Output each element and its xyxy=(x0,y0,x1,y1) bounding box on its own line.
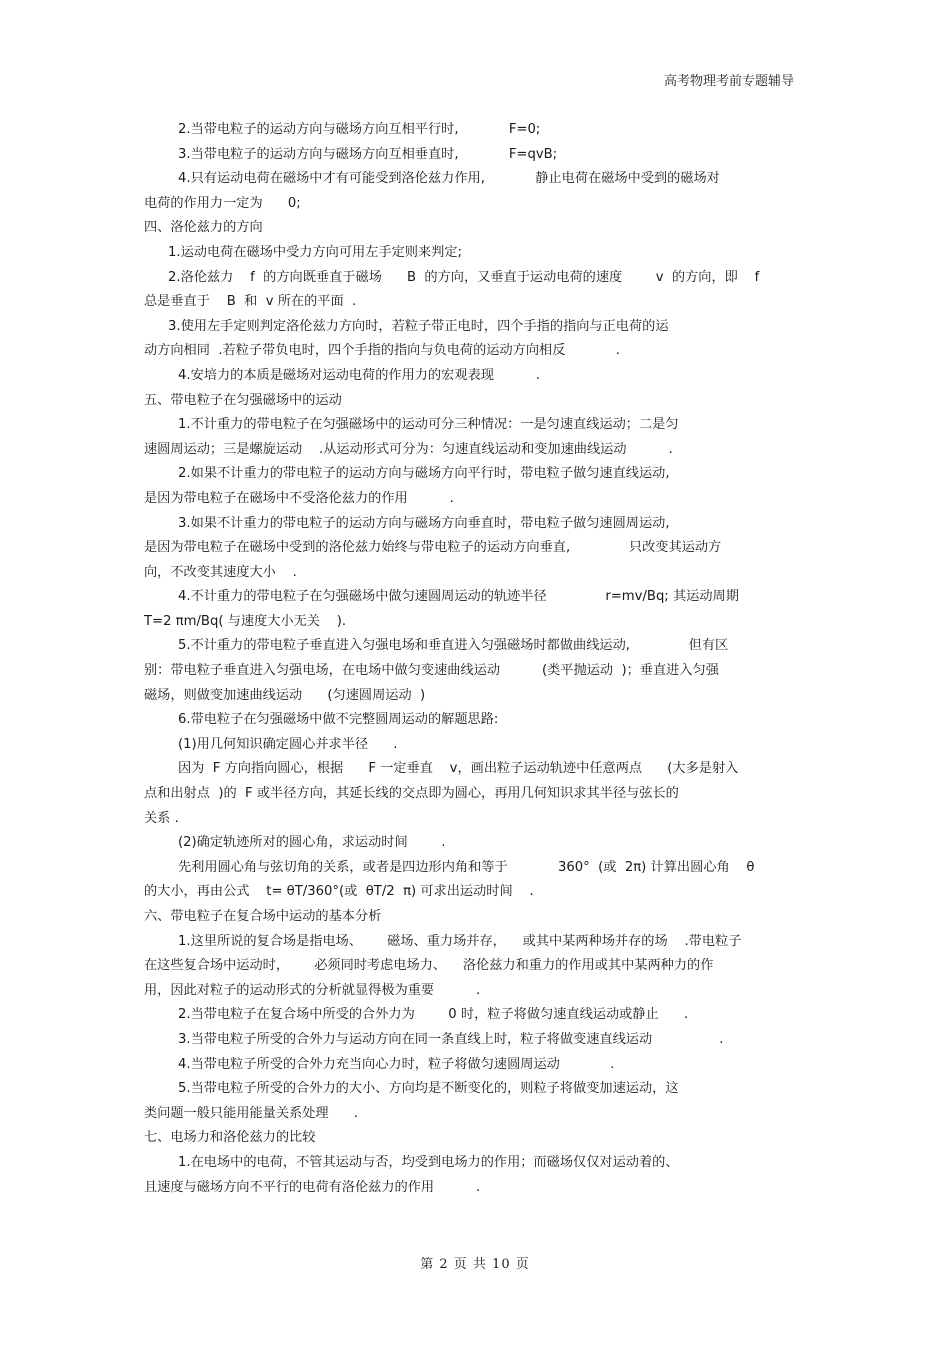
paragraph-line: 点和出射点 )的 F 或半径方向，其延长线的交点即为圆心，再用几何知识求其半径与弦长的 xyxy=(144,786,679,802)
paragraph-line: 2.如果不计重力的带电粒子的运动方向与磁场方向平行时，带电粒子做匀速直线运动, xyxy=(178,466,670,482)
paragraph-line: 4.不计重力的带电粒子在匀强磁场中做匀速圆周运动的轨迹半径 r=mv/Bq; 其运动周期 xyxy=(178,589,739,605)
paragraph-line: 4.安培力的本质是磁场对运动电荷的作用力的宏观表现 . xyxy=(178,367,541,383)
section-heading: 六、带电粒子在复合场中运动的基本分析 xyxy=(144,909,382,924)
paragraph-line: 5.不计重力的带电粒子垂直进入匀强电场和垂直进入匀强磁场时都做曲线运动, 但有区 xyxy=(178,638,729,654)
paragraph-line: 1.在电场中的电荷，不管其运动与否，均受到电场力的作用；而磁场仅仅对运动着的、 xyxy=(178,1154,679,1170)
paragraph-line: 4.只有运动电荷在磁场中才有可能受到洛伦兹力作用, 静止电荷在磁场中受到的磁场对 xyxy=(178,171,720,187)
page-header: 高考物理考前专题辅导 xyxy=(663,74,794,89)
paragraph-line: 用，因此对粒子的运动形式的分析就显得极为重要 . xyxy=(144,982,481,998)
paragraph-line: (1)用几何知识确定圆心并求半径 . xyxy=(178,736,398,752)
paragraph-line: 先利用圆心角与弦切角的关系，或者是四边形内角和等于 360° (或 2π) 计算出圆心角 θ xyxy=(178,859,755,875)
paragraph-line: 速圆周运动；三是螺旋运动 .从运动形式可分为：匀速直线运动和变加速曲线运动 . xyxy=(144,441,673,457)
paragraph-line: 5.当带电粒子所受的合外力的大小、方向均是不断变化的，则粒子将做变加速运动，这 xyxy=(178,1081,679,1097)
paragraph-line: 动方向相同 .若粒子带负电时，四个手指的指向与负电荷的运动方向相反 . xyxy=(144,343,620,359)
paragraph-line: 3.当带电粒子的运动方向与磁场方向互相垂直时, F=qvB; xyxy=(178,146,558,162)
paragraph-line: 3.使用左手定则判定洛伦兹力方向时，若粒子带正电时，四个手指的指向与正电荷的运 xyxy=(168,318,669,334)
paragraph-line: 1.这里所说的复合场是指电场、 磁场、重力场并存， 或其中某两种场并存的场 .带电粒子 xyxy=(178,933,742,949)
paragraph-line: 关系 . xyxy=(144,810,179,826)
paragraph-line: 是因为带电粒子在磁场中不受洛伦兹力的作用 . xyxy=(144,490,454,506)
paragraph-line: 别：带电粒子垂直进入匀强电场，在电场中做匀变速曲线运动 (类平抛运动 )；垂直进入匀强 xyxy=(144,663,719,679)
paragraph-line: 2.当带电粒子在复合场中所受的合外力为 0 时，粒子将做匀速直线运动或静止 . xyxy=(178,1007,689,1023)
paragraph-line: (2)确定轨迹所对的圆心角，求运动时间 . xyxy=(178,835,446,851)
paragraph-line: T=2 πm/Bq( 与速度大小无关 ). xyxy=(144,613,347,629)
paragraph-line: 4.当带电粒子所受的合外力充当向心力时，粒子将做匀速圆周运动 . xyxy=(178,1056,615,1072)
paragraph-line: 3.当带电粒子所受的合外力与运动方向在同一条直线上时，粒子将做变速直线运动 . xyxy=(178,1031,724,1047)
paragraph-line: 磁场，则做变加速曲线运动 (匀速圆周运动 ) xyxy=(144,687,426,703)
paragraph-line: 因为 F 方向指向圆心，根据 F 一定垂直 v，画出粒子运动轨迹中任意两点 (大多是射入 xyxy=(178,761,739,777)
page-footer: 第 2 页 共 10 页 xyxy=(420,1257,530,1272)
paragraph-line: 1.运动电荷在磁场中受力方向可用左手定则来判定; xyxy=(168,244,462,260)
paragraph-line: 6.带电粒子在匀强磁场中做不完整圆周运动的解题思路: xyxy=(178,712,499,728)
section-heading: 七、电场力和洛伦兹力的比较 xyxy=(144,1130,316,1146)
paragraph-line: 在这些复合场中运动时， 必须同时考虑电场力、 洛伦兹力和重力的作用或其中某两种力的作 xyxy=(144,958,714,974)
paragraph-line: 2.当带电粒子的运动方向与磁场方向互相平行时, F=0; xyxy=(178,122,541,137)
section-heading: 五、带电粒子在匀强磁场中的运动 xyxy=(144,392,342,408)
section-heading: 四、洛伦兹力的方向 xyxy=(144,220,263,236)
paragraph-line: 类问题一般只能用能量关系处理 . xyxy=(144,1105,358,1121)
paragraph-line: 电荷的作用力一定为 0; xyxy=(144,195,301,211)
paragraph-line: 1.不计重力的带电粒子在匀强磁场中的运动可分三种情况：一是匀速直线运动；二是匀 xyxy=(178,417,679,433)
paragraph-line: 3.如果不计重力的带电粒子的运动方向与磁场方向垂直时，带电粒子做匀速圆周运动, xyxy=(178,515,670,531)
paragraph-line: 总是垂直于 B 和 v 所在的平面 . xyxy=(144,294,357,310)
paragraph-line: 且速度与磁场方向不平行的电荷有洛伦兹力的作用 . xyxy=(144,1179,481,1195)
paragraph-line: 2.洛伦兹力 f 的方向既垂直于磁场 B 的方向，又垂直于运动电荷的速度 v 的方向，即 f xyxy=(168,269,760,285)
paragraph-line: 向，不改变其速度大小 . xyxy=(144,564,297,580)
paragraph-line: 的大小，再由公式 t= θT/360°(或 θT/2 π) 可求出运动时间 . xyxy=(144,884,534,900)
paragraph-line: 是因为带电粒子在磁场中受到的洛伦兹力始终与带电粒子的运动方向垂直, 只改变其运动方 xyxy=(144,540,722,556)
document-body xyxy=(144,118,816,1200)
